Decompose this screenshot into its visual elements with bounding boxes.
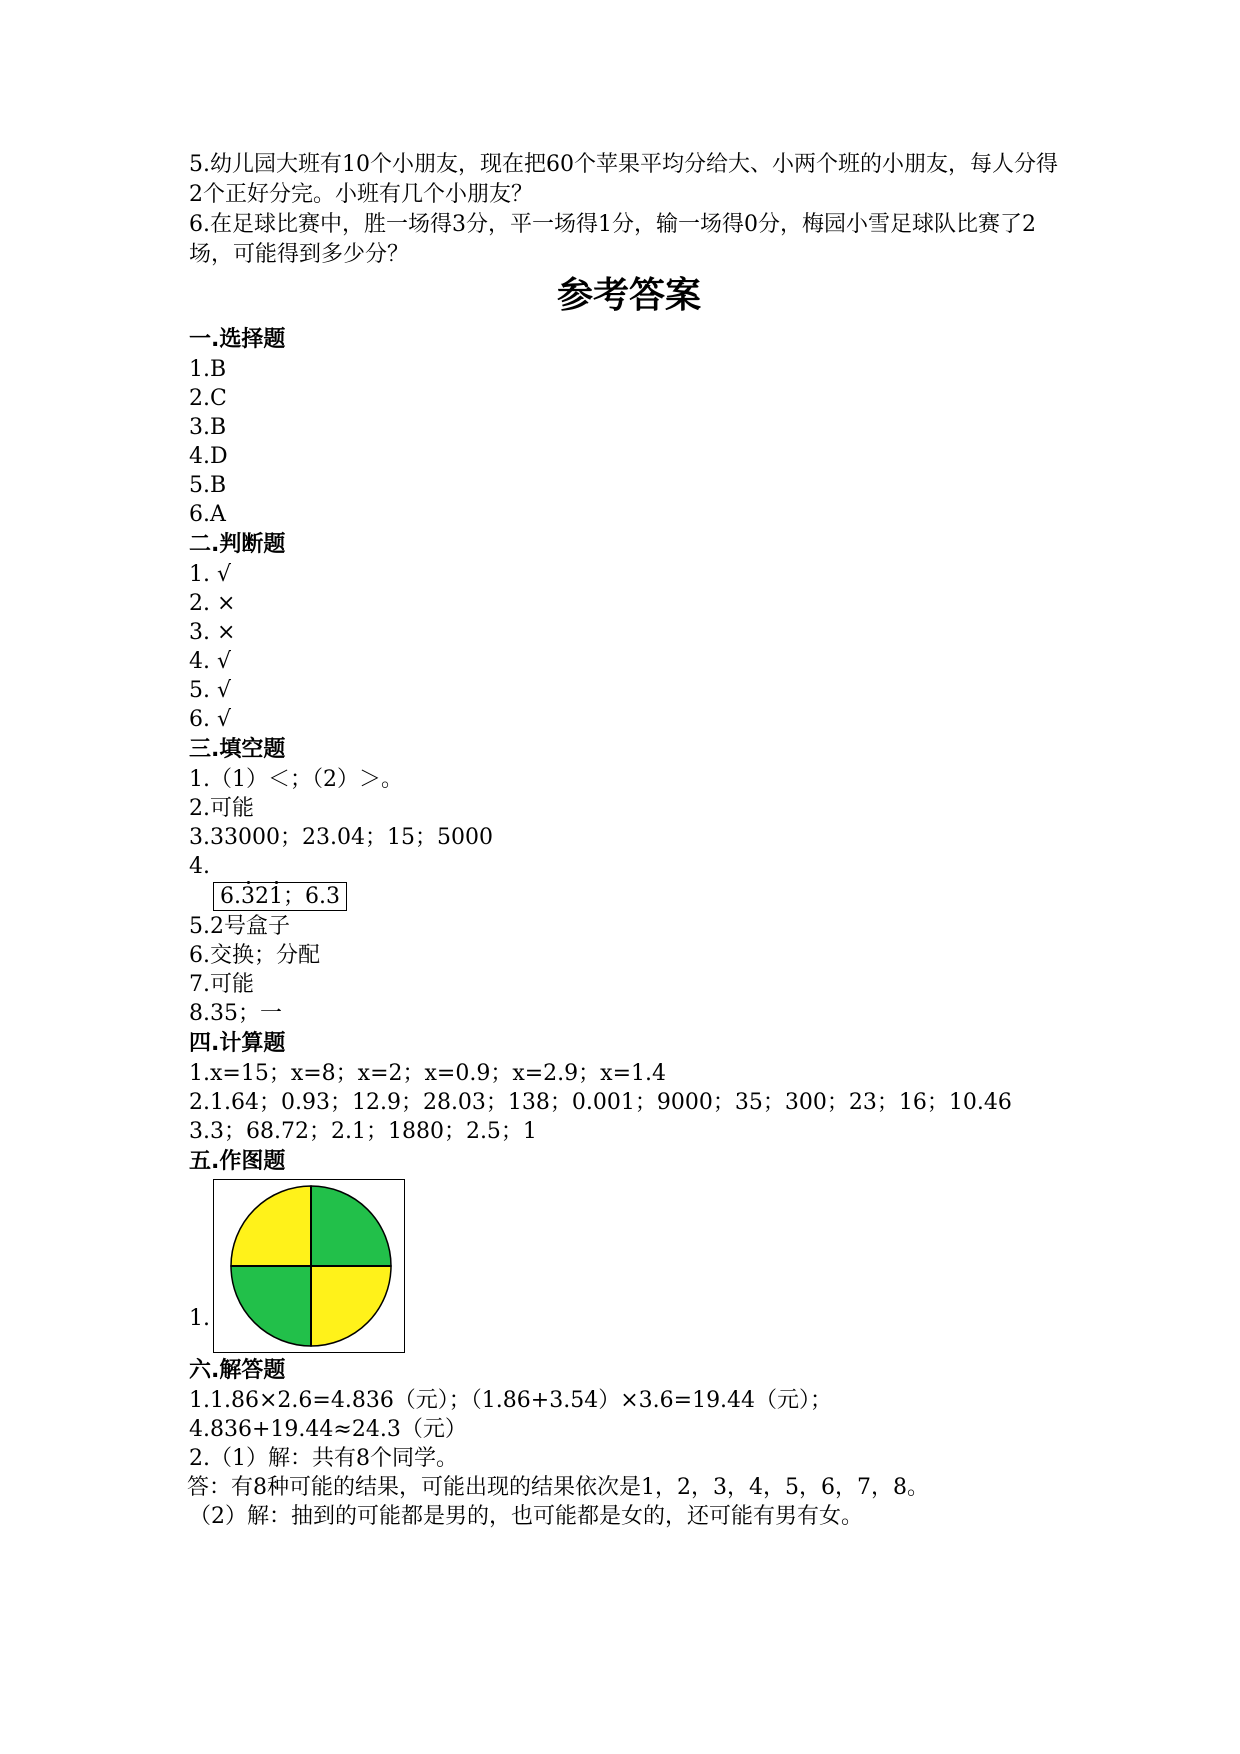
solve-line: （2）解：抽到的可能都是男的，也可能都是女的，还可能有男有女。: [189, 1504, 863, 1529]
quarter-top-left: [231, 1186, 311, 1266]
fill-answer-7: 7.可能: [189, 972, 254, 997]
fill-answer-4-label: 4.: [189, 854, 210, 879]
problem-6: 6.在足球比赛中，胜一场得3分，平一场得1分，输一场得0分，梅园小雪足球队比赛了2场，可能得到多少分？: [189, 212, 1036, 267]
fill-answer-8: 8.35；一: [189, 1001, 282, 1026]
choice-answer: 1.B: [189, 357, 227, 382]
circle-quarters-svg: [214, 1180, 404, 1352]
circle-quarters-figure: [213, 1179, 405, 1353]
judge-answer: 4. √: [189, 649, 232, 674]
draw-answer-row: [189, 1177, 1069, 1355]
section-judge-title: 二.判断题: [189, 532, 286, 557]
choice-answer: 6.A: [189, 502, 226, 527]
fill-answer-6: 6.交换；分配: [189, 943, 320, 968]
calc-answer-2: 2.1.64；0.93；12.9；28.03；138；0.001；9000；35；300；23；16；10.46: [189, 1090, 1012, 1115]
fill-answer-4-row: [189, 881, 1069, 912]
repeating-dot-digit: 3: [241, 884, 255, 909]
calc-answer-3: 3.3；68.72；2.1；1880；2.5；1: [189, 1119, 537, 1144]
fill-answer-2: 2.可能: [189, 796, 254, 821]
problem-5: 5.幼儿园大班有10个小朋友，现在把60个苹果平均分给大、小两个班的小朋友，每人分得2个正好分完。小班有几个小朋友？: [189, 152, 1058, 207]
quarter-bottom-left: [231, 1266, 311, 1346]
solve-line: 2.（1）解：共有8个同学。: [189, 1446, 458, 1471]
choice-answer: 4.D: [189, 444, 228, 469]
judge-answer: 2. ×: [189, 591, 236, 616]
fill-answer-3: 3.33000；23.04；15；5000: [189, 825, 493, 850]
solve-line: 答：有8种可能的结果，可能出现的结果依次是1，2，3，4，5，6，7，8。: [187, 1475, 929, 1500]
section-choice-title: 一.选择题: [189, 327, 286, 352]
repeating-dot-digit: 1: [269, 884, 283, 909]
solve-line: 1.1.86×2.6=4.836（元）；（1.86+3.54）×3.6=19.44（元）；: [189, 1388, 833, 1413]
decimal-middle-digit: 2: [255, 884, 269, 909]
solve-line: 4.836+19.44≈24.3（元）: [189, 1417, 467, 1442]
fill-answer-5: 5.2号盒子: [189, 914, 290, 939]
quarter-top-right: [311, 1186, 391, 1266]
judge-answer: 1. √: [189, 562, 232, 587]
answer-title: 参考答案: [556, 275, 701, 316]
section-draw-title: 五.作图题: [189, 1149, 286, 1174]
section-solve-title: 六.解答题: [189, 1358, 286, 1383]
repeating-decimal-box: [213, 882, 347, 911]
draw-answer-label: 1.: [189, 1306, 210, 1331]
decimal-prefix: 6.: [220, 884, 241, 909]
choice-answer: 3.B: [189, 415, 227, 440]
decimal-suffix: ；6.3: [283, 884, 340, 909]
calc-answer-1: 1.x=15；x=8；x=2；x=0.9；x=2.9；x=1.4: [189, 1061, 666, 1086]
fill-answer-1: 1.（1）＜；（2）＞。: [189, 767, 403, 792]
judge-answer: 3. ×: [189, 620, 236, 645]
quarter-bottom-right: [311, 1266, 391, 1346]
choice-answer: 5.B: [189, 473, 227, 498]
choice-answer: 2.C: [189, 386, 227, 411]
judge-answer: 6. √: [189, 707, 232, 732]
answer-document: [189, 150, 1069, 1531]
section-fill-title: 三.填空题: [189, 737, 286, 762]
section-calc-title: 四.计算题: [189, 1031, 286, 1056]
judge-answer: 5. √: [189, 678, 232, 703]
